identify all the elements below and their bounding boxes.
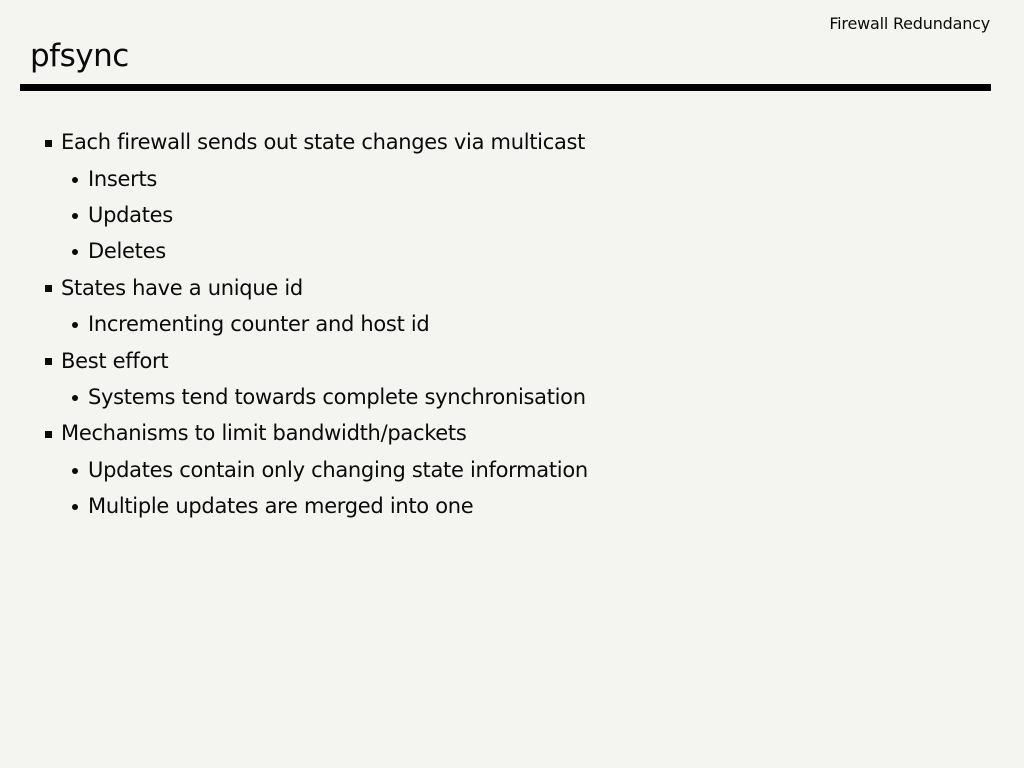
dot-bullet-icon: [72, 322, 78, 328]
list-item: [0, 124, 1024, 160]
dot-bullet-icon: [72, 468, 78, 474]
square-bullet-icon: [45, 285, 52, 292]
list-item-text: Inserts: [88, 166, 158, 191]
list-item-text: Updates contain only changing state information: [88, 457, 588, 482]
list-item-text: Mechanisms to limit bandwidth/packets: [61, 421, 467, 446]
list-item: [0, 415, 1024, 451]
list-item-text: Incrementing counter and host id: [88, 312, 430, 337]
list-item: [0, 306, 1024, 342]
title-rule: [20, 84, 991, 91]
square-bullet-icon: [45, 431, 52, 438]
page-title: pfsync: [30, 38, 129, 74]
list-item-text: Each firewall sends out state changes via multicast: [61, 130, 586, 155]
dot-bullet-icon: [72, 213, 78, 219]
list-item: [0, 379, 1024, 415]
list-item-text: Multiple updates are merged into one: [88, 494, 474, 519]
list-item: [0, 342, 1024, 378]
list-item-text: Best effort: [61, 348, 169, 373]
dot-bullet-icon: [72, 395, 78, 401]
dot-bullet-icon: [72, 504, 78, 510]
list-item-text: Deletes: [88, 239, 166, 264]
list-item: [0, 270, 1024, 306]
list-item: [0, 488, 1024, 524]
list-item-text: Systems tend towards complete synchronisation: [88, 384, 586, 409]
square-bullet-icon: [45, 140, 52, 147]
list-item-text: Updates: [88, 202, 173, 227]
list-item: [0, 197, 1024, 233]
square-bullet-icon: [45, 358, 52, 365]
list-item: [0, 233, 1024, 269]
dot-bullet-icon: [72, 177, 78, 183]
bullet-list: [0, 124, 1024, 524]
list-item: [0, 160, 1024, 196]
list-item-text: States have a unique id: [61, 275, 303, 300]
dot-bullet-icon: [72, 249, 78, 255]
list-item: [0, 452, 1024, 488]
slide-corner-label: Firewall Redundancy: [829, 14, 990, 33]
